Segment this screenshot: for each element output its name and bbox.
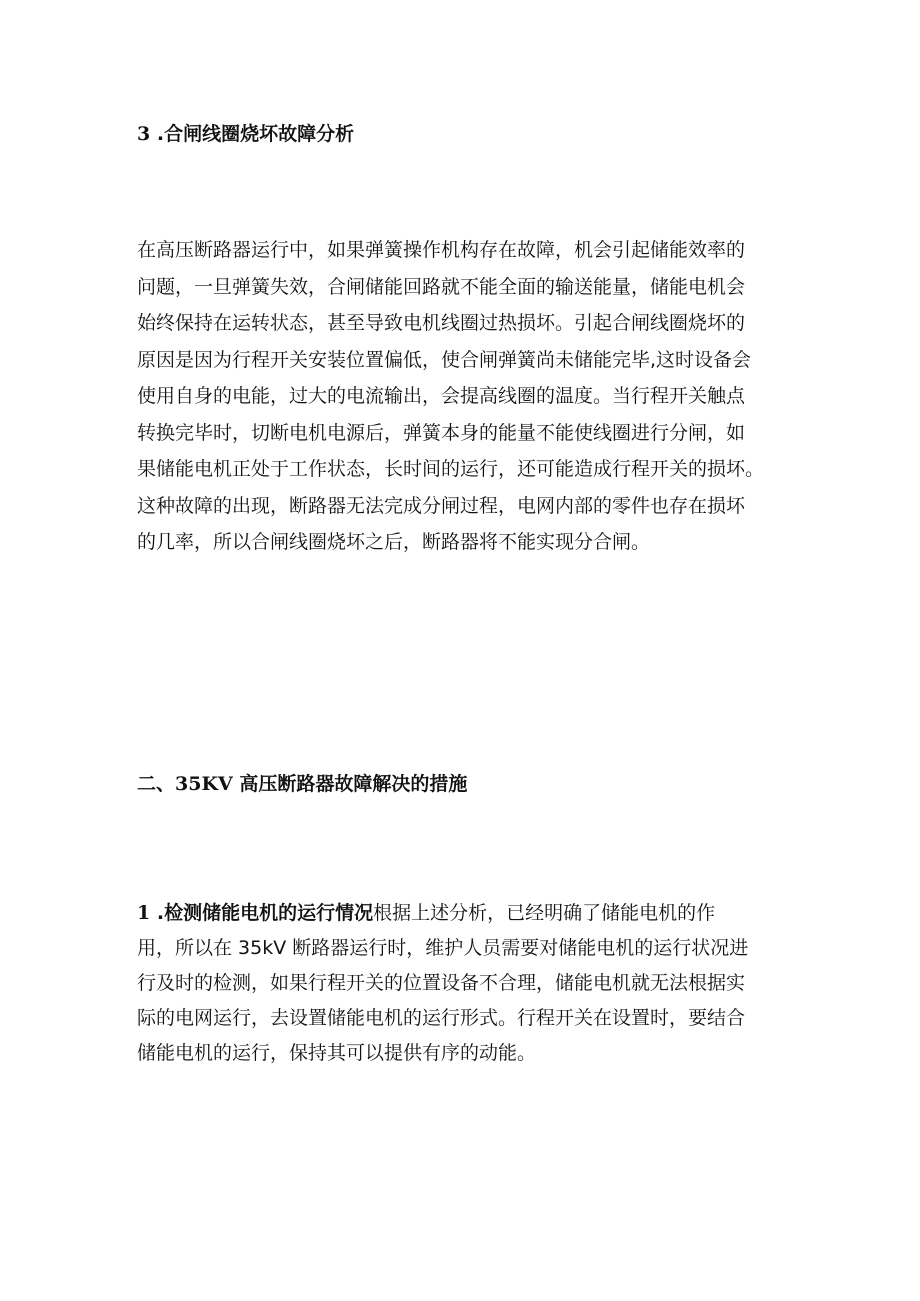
paragraph-2-line: 行及时的检测，如果行程开关的位置设备不合理，储能电机就无法根据实 — [137, 972, 746, 994]
paragraph-1-line: 转换完毕时，切断电机电源后，弹簧本身的能量不能使线圈进行分闸，如 — [137, 421, 746, 444]
paragraph-1-line: 始终保持在运转状态，甚至导致电机线圈过热损坏。引起合闸线圈烧坏的 — [137, 312, 746, 334]
paragraph-2 — [137, 896, 797, 1071]
paragraph-2-first-line — [137, 896, 797, 931]
paragraph-1-line: 使用自身的电能，过大的电流输出，会提高线圈的温度。当行程开关触点 — [137, 385, 746, 407]
paragraph-1-line: 原因是因为行程开关安装位置偏低，使合闸弹簧尚未储能完毕,这时设备会 — [137, 348, 752, 371]
paragraph-1-line: 问题，一旦弹簧失效，合闸储能回路就不能全面的输送能量，储能电机会 — [137, 275, 746, 298]
section-3-number: 3 — [137, 123, 151, 145]
paragraph-2-lead-number: 1 — [137, 902, 151, 924]
section-3-heading — [137, 122, 354, 146]
section-2-title: 高压断路器故障解决的措施 — [232, 773, 468, 795]
paragraph-1-line: 的几率，所以合闸线圈烧坏之后，断路器将不能实现分合闸。 — [137, 531, 651, 553]
paragraph-2-line: 用，所以在 35kV 断路器运行时，维护人员需要对储能电机的运行状况进 — [137, 937, 749, 959]
paragraph-1-line: 在高压断路器运行中，如果弹簧操作机构存在故障，机会引起储能效率的 — [137, 239, 746, 261]
paragraph-2-first-line-rest: 根据上述分析，已经明确了储能电机的作 — [373, 902, 716, 924]
paragraph-2-lead-title: .检测储能电机的运行情况 — [150, 902, 374, 924]
paragraph-2-line: 际的电网运行，去设置储能电机的运行形式。行程开关在设置时，要结合 — [137, 1007, 746, 1029]
section-2-number: 35KV — [175, 773, 233, 795]
section-3-title: .合闸线圈烧坏故障分析 — [150, 123, 355, 145]
paragraph-1 — [137, 232, 797, 561]
paragraph-1-line: 这种故障的出现，断路器无法完成分闸过程，电网内部的零件也存在损坏 — [137, 494, 746, 517]
paragraph-1-line: 果储能电机正处于工作状态，长时间的运行，还可能造成行程开关的损坏。 — [137, 458, 765, 480]
paragraph-2-lead — [137, 902, 373, 924]
section-2-prefix: 二、 — [137, 773, 176, 795]
section-2-heading — [137, 772, 467, 796]
paragraph-2-line: 储能电机的运行，保持其可以提供有序的动能。 — [137, 1042, 537, 1064]
